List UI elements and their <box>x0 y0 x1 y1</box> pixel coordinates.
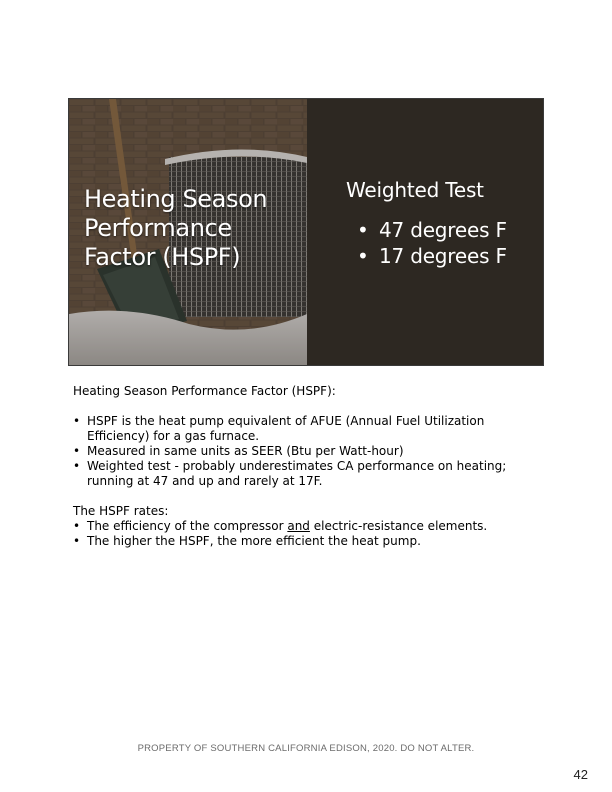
panel-heading: Weighted Test <box>346 178 484 202</box>
slide-title: Heating Season Performance Factor (HSPF) <box>84 185 268 271</box>
list-item: • HSPF is the heat pump equivalent of AFUE (Annual Fuel Utilization Efficiency) for a gas furnace. <box>73 414 543 444</box>
panel-list <box>357 217 507 269</box>
rates-heading: The HSPF rates: <box>73 504 169 518</box>
list-item: • 47 degrees F <box>357 217 507 243</box>
page-number: 42 <box>573 767 588 782</box>
rates-item1-pre: The efficiency of the compressor <box>87 519 288 533</box>
speaker-notes <box>73 384 543 549</box>
notes-intro: Heating Season Performance Factor (HSPF): <box>73 384 336 398</box>
list-item: • 17 degrees F <box>357 243 507 269</box>
footer-notice: PROPERTY OF SOUTHERN CALIFORNIA EDISON, 2020. DO NOT ALTER. <box>137 743 475 754</box>
list-item: • Measured in same units as SEER (Btu per Watt-hour) <box>73 444 543 459</box>
slide-image <box>68 98 544 366</box>
rates-list <box>73 519 543 549</box>
right-panel <box>307 99 543 365</box>
underlined-word: and <box>287 519 310 533</box>
list-item: • The higher the HSPF, the more efficient the heat pump. <box>73 534 543 549</box>
notes-bullet-list <box>73 414 543 489</box>
list-item: • Weighted test - probably underestimates CA performance on heating; running at 47 and up and rarely at 17F. <box>73 459 543 489</box>
rates-item1-post: electric-resistance elements. <box>309 519 488 533</box>
list-item <box>73 519 543 534</box>
